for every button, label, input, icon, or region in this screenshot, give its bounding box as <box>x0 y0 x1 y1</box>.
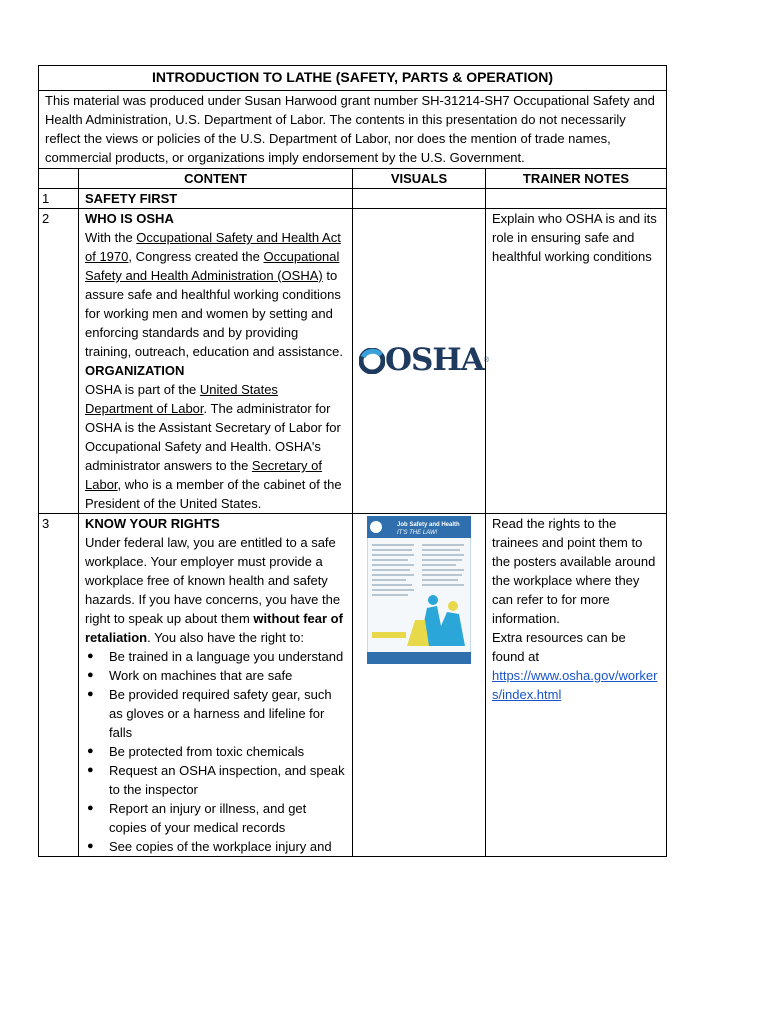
notes-cell <box>483 209 667 514</box>
text: . The administrator for OSHA is the Assistant Secretary of Labor for Occupational Safety and Health. OSHA's administrator answers to the <box>85 401 341 473</box>
header-row <box>39 169 667 189</box>
content-cell <box>79 189 353 209</box>
table-row <box>39 209 667 514</box>
osha-swoosh-icon <box>359 348 385 374</box>
section-heading: SAFETY FIRST <box>85 191 178 206</box>
osha-rights-poster <box>367 516 471 664</box>
list-item: ● See copies of the workplace injury and <box>85 837 346 856</box>
title-row <box>39 66 667 91</box>
document-table <box>38 65 667 857</box>
text: . You also have the right to: <box>147 630 304 645</box>
organization-description <box>85 380 346 513</box>
text: OSHA is part of the <box>85 382 200 397</box>
table-row <box>39 189 667 209</box>
header-trainer-notes: TRAINER NOTES <box>486 169 667 189</box>
disclaimer-text: This material was produced under Susan Harwood grant number SH-31214-SH7 Occupational Safety and Health Administration, U.S. Department of Labor. The contents in this presentation do not necessarily reflect the views or policies of the U.S. Department of Labor, nor does the mention of trade names, commercial products, or organizations imply endorsement by the U.S. Government. <box>39 91 667 169</box>
notes-cell <box>486 189 667 209</box>
text: With the <box>85 230 137 245</box>
poster-subtitle: IT'S THE LAW! <box>397 530 438 536</box>
osha-workers-link[interactable]: https://www.osha.gov/workers/index.html <box>492 668 658 702</box>
text: , who is a member of the cabinet of the President of the United States. <box>85 477 342 511</box>
row-number: 3 <box>39 514 79 857</box>
registered-mark: ® <box>483 357 489 364</box>
list-item: ● Request an OSHA inspection, and speak to the inspector <box>85 761 346 799</box>
header-visuals: VISUALS <box>353 169 486 189</box>
trainer-note: Explain who OSHA is and its role in ensuring safe and healthful working conditions <box>492 211 657 264</box>
subheading-organization: ORGANIZATION <box>85 363 185 378</box>
rights-intro <box>85 533 346 647</box>
osha-admin-link[interactable]: Occupational Safety and Health Administration (OSHA) <box>85 249 340 283</box>
notes-cell <box>486 514 667 857</box>
list-item: ● Be provided required safety gear, such as gloves or a harness and lifeline for falls <box>85 685 346 742</box>
disclaimer-row <box>39 91 667 169</box>
trainer-note: Read the rights to the trainees and point them to the posters available around the workplace where they can refer to for more information. <box>492 516 656 626</box>
emphasis-text: without fear of retaliation <box>85 611 343 645</box>
text: Under federal law, you are entitled to a safe workplace. Your employer must provide a workplace free of known health and safety hazards. If you have concerns, you have the right to speak up about them <box>85 535 341 626</box>
visual-cell <box>353 209 489 514</box>
document-title: INTRODUCTION TO LATHE (SAFETY, PARTS & OPERATION) <box>39 66 667 91</box>
rights-list <box>85 647 346 856</box>
list-item: ● Work on machines that are safe <box>85 666 346 685</box>
dol-link[interactable]: United States Department of Labor <box>85 382 278 416</box>
osh-act-link[interactable]: Occupational Safety and Health Act of 1970 <box>85 230 341 264</box>
text: , Congress created the <box>128 249 264 264</box>
content-cell <box>79 209 353 514</box>
header-number <box>39 169 79 189</box>
list-item: ● Be trained in a language you understand <box>85 647 346 666</box>
row-number: 2 <box>39 209 79 514</box>
visual-cell <box>353 514 486 857</box>
row-number: 1 <box>39 189 79 209</box>
header-content: CONTENT <box>79 169 353 189</box>
visual-cell <box>353 189 486 209</box>
osha-logo <box>359 342 489 378</box>
osha-logo-text: OSHA <box>385 342 484 378</box>
osha-description <box>85 228 346 361</box>
section-heading: KNOW YOUR RIGHTS <box>85 516 220 531</box>
text: to assure safe and healthful working conditions for working men and women by setting and enforcing standards and by providing training, outreach, education and assistance. <box>85 268 344 359</box>
list-item: ● Report an injury or illness, and get copies of your medical records <box>85 799 346 837</box>
secretary-of-labor-link[interactable]: Secretary of Labor <box>85 458 322 492</box>
list-item: ● Be protected from toxic chemicals <box>85 742 346 761</box>
table-row <box>39 514 667 857</box>
content-cell <box>79 514 353 857</box>
poster-title: Job Safety and Health <box>397 522 460 528</box>
trainer-note-resources: Extra resources can be found at <box>492 630 626 664</box>
section-heading: WHO IS OSHA <box>85 211 174 226</box>
